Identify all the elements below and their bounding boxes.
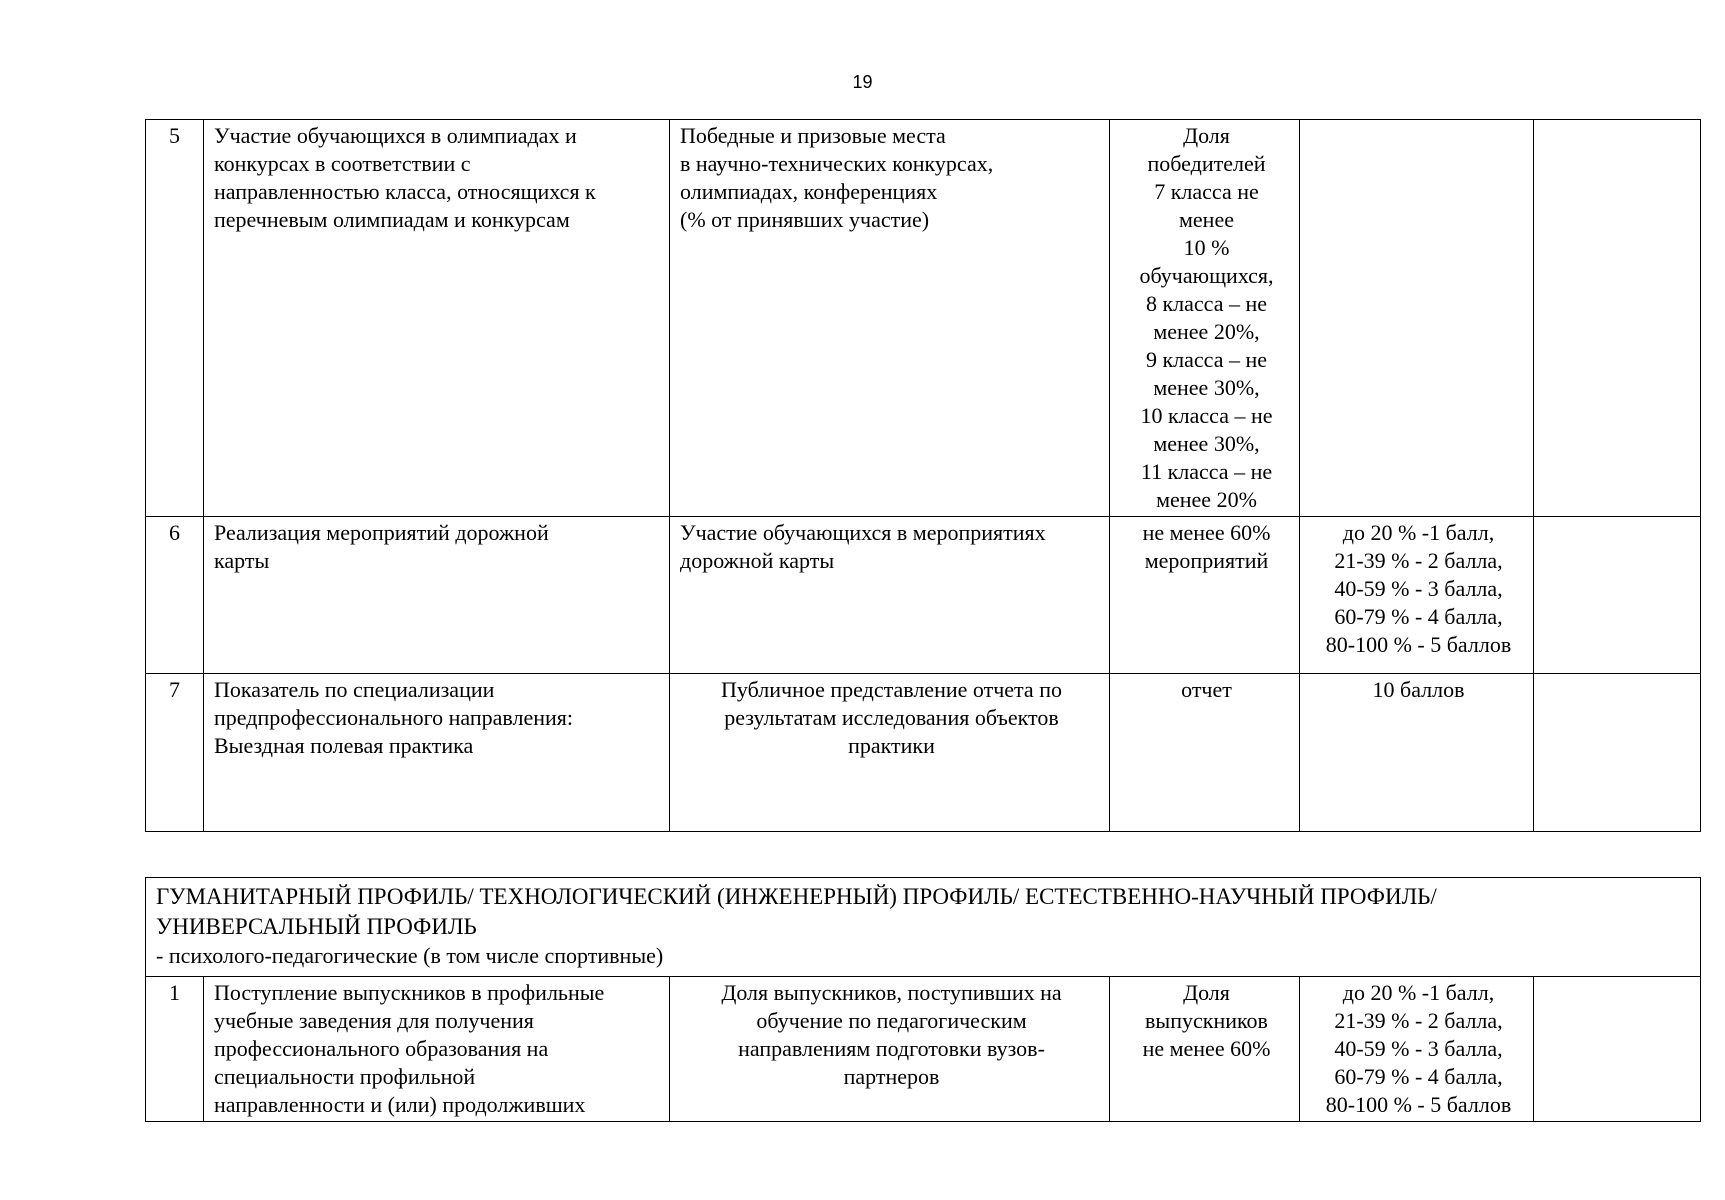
empty-cell (1534, 977, 1701, 1122)
criterion-cell: Доля выпускников, поступивших на обучение по педагогическим направлениям подготовки вузов- партнеров (670, 977, 1110, 1122)
indicator-cell: Показатель по специализации предпрофессионального направления: Выездная полевая практика (204, 674, 670, 832)
table-row (146, 977, 1701, 1122)
empty-cell (1534, 517, 1701, 674)
score-cell (1300, 120, 1534, 517)
score-cell: 10 баллов (1300, 674, 1534, 832)
section-subtitle: - психолого-педагогические (в том числе спортивные) (156, 943, 664, 968)
score-cell: до 20 % -1 балл, 21-39 % - 2 балла, 40-59 % - 3 балла, 60-79 % - 4 балла, 80-100 % - 5 баллов (1300, 517, 1534, 674)
empty-cell (1534, 120, 1701, 517)
score-cell: до 20 % -1 балл, 21-39 % - 2 балла, 40-59 % - 3 балла, 60-79 % - 4 балла, 80-100 % - 5 баллов (1300, 977, 1534, 1122)
profile-section-table (145, 877, 1701, 1122)
indicator-cell: Участие обучающихся в олимпиадах и конкурсах в соответствии с направленностью класса, относящихся к перечневым олимпиадам и конкурсам (204, 120, 670, 517)
row-number: 5 (146, 120, 204, 517)
section-header-row (146, 878, 1701, 977)
section-header (146, 878, 1701, 977)
page-number: 19 (852, 72, 873, 92)
section-title: ГУМАНИТАРНЫЙ ПРОФИЛЬ/ ТЕХНОЛОГИЧЕСКИЙ (ИНЖЕНЕРНЫЙ) ПРОФИЛЬ/ ЕСТЕСТВЕННО-НАУЧНЫЙ ПРОФИЛЬ/ УНИВЕРСАЛЬНЫЙ ПРОФИЛЬ (156, 884, 1437, 939)
row-number: 7 (146, 674, 204, 832)
criterion-cell: Участие обучающихся в мероприятиях дорожной карты (670, 517, 1110, 674)
plan-value-cell: Доля победителей 7 класса не менее 10 % обучающихся, 8 класса – не менее 20%, 9 класса – не менее 30%, 10 класса – не менее 30%, 11 класса – не менее 20% (1110, 120, 1300, 517)
table-row (146, 517, 1701, 674)
table-row (146, 674, 1701, 832)
criterion-cell: Публичное представление отчета по результатам исследования объектов практики (670, 674, 1110, 832)
indicator-cell: Реализация мероприятий дорожной карты (204, 517, 670, 674)
row-number: 1 (146, 977, 204, 1122)
plan-value-cell: не менее 60% мероприятий (1110, 517, 1300, 674)
criteria-table (145, 119, 1701, 832)
plan-value-cell: отчет (1110, 674, 1300, 832)
table-row (146, 120, 1701, 517)
row-number: 6 (146, 517, 204, 674)
empty-cell (1534, 674, 1701, 832)
indicator-cell: Поступление выпускников в профильные учебные заведения для получения профессионального образования на специальности профильной направленности и (или) продолживших (204, 977, 670, 1122)
criterion-cell: Победные и призовые места в научно-технических конкурсах, олимпиадах, конференциях (% от принявших участие) (670, 120, 1110, 517)
plan-value-cell: Доля выпускников не менее 60% (1110, 977, 1300, 1122)
